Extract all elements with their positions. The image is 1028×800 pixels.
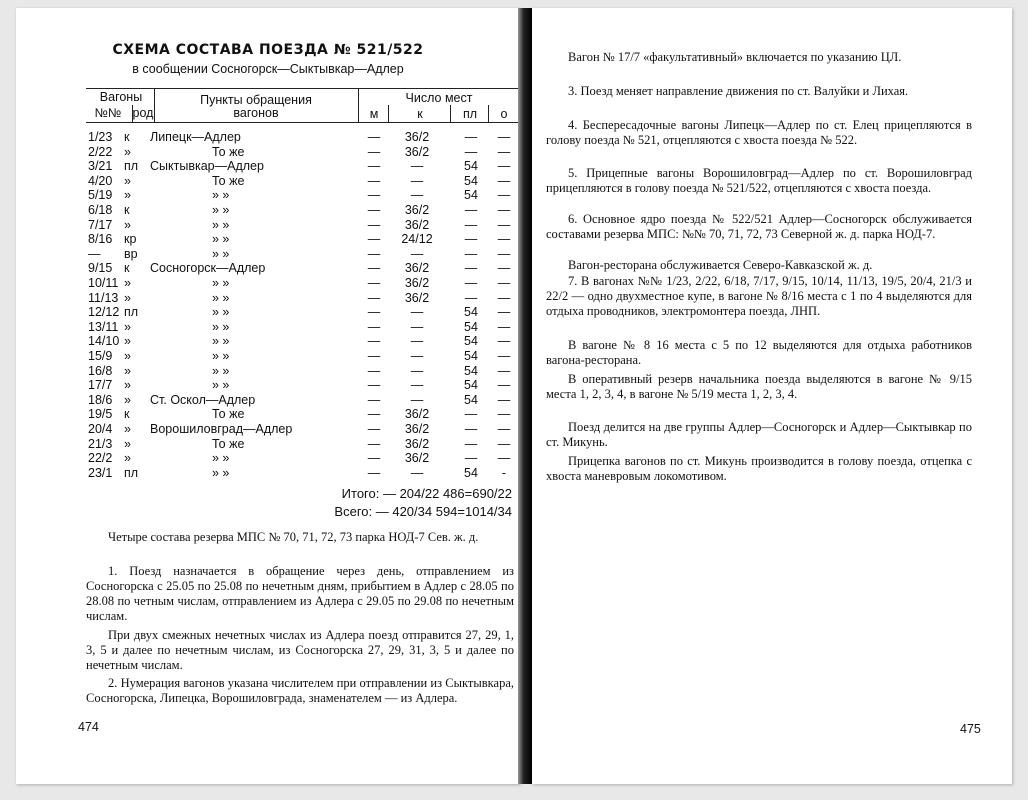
- table-row: [16, 466, 520, 481]
- cell-kind: »: [124, 436, 131, 451]
- cell-route: » »: [212, 319, 230, 334]
- cell-pl: —: [464, 261, 478, 276]
- cell-k: —: [410, 392, 424, 407]
- cell-num: 4/20: [88, 173, 113, 188]
- cell-k: —: [410, 363, 424, 378]
- table-row: [16, 159, 520, 174]
- cell-pl: —: [464, 232, 478, 247]
- cell-k: —: [410, 465, 424, 480]
- cell-o: —: [497, 305, 511, 320]
- cell-route: То же: [212, 407, 245, 422]
- left-page: [16, 8, 520, 784]
- cell-m: —: [367, 407, 381, 422]
- cell-kind: »: [124, 276, 131, 290]
- cell-kind: »: [124, 422, 131, 436]
- cell-pl: —: [464, 407, 478, 422]
- cell-m: —: [367, 232, 381, 247]
- header-m: м: [369, 107, 379, 121]
- table-row: [16, 291, 520, 306]
- header-pl: пл: [462, 107, 478, 121]
- cell-k: 36/2: [404, 422, 430, 436]
- cell-pl: —: [464, 451, 478, 466]
- cell-m: —: [367, 173, 381, 188]
- cell-k: —: [410, 188, 424, 203]
- header-points: Пункты обращения: [200, 93, 312, 107]
- cell-m: —: [367, 130, 381, 144]
- cell-k: 36/2: [404, 261, 430, 276]
- cell-pl: 54: [464, 334, 478, 349]
- cell-o: —: [497, 422, 511, 436]
- right-page: [532, 8, 1012, 784]
- cell-route: » »: [212, 363, 230, 378]
- cell-o: —: [497, 451, 511, 466]
- cell-route: То же: [212, 173, 245, 188]
- table-row: [16, 188, 520, 203]
- cell-o: —: [497, 188, 511, 203]
- cell-o: —: [497, 378, 511, 393]
- cell-num: 13/11: [88, 319, 119, 334]
- table-row: [16, 276, 520, 291]
- paragraph: В вагоне № 8 16 места с 5 по 12 выделяются для отдыха работников вагона-ресторана.: [546, 338, 972, 367]
- cell-num: 12/12: [88, 305, 120, 320]
- cell-num: 23/1: [88, 465, 113, 480]
- paragraph: 6. Основное ядро поезда № 522/521 Адлер—Сосногорск обслуживается составами резерва МПС: №№ 70, 71, 72, 73 Северной ж. д. парка НОД-7.: [546, 212, 972, 241]
- header-num: №№: [94, 106, 122, 120]
- cell-pl: —: [464, 217, 478, 232]
- cell-o: —: [497, 436, 511, 451]
- cell-k: —: [410, 349, 424, 363]
- cell-num: 14/10: [88, 334, 120, 349]
- cell-o: —: [497, 173, 511, 188]
- table-row: [16, 232, 520, 247]
- table-row: [16, 320, 520, 335]
- cell-o: —: [497, 159, 511, 174]
- cell-pl: 54: [464, 465, 478, 480]
- cell-pl: —: [464, 290, 478, 305]
- cell-o: —: [497, 144, 511, 159]
- page-number: 475: [960, 722, 981, 736]
- cell-pl: —: [464, 203, 478, 217]
- cell-route: » »: [212, 217, 230, 232]
- table-row: [16, 334, 520, 349]
- page-number: 474: [78, 720, 99, 734]
- cell-pl: 54: [464, 363, 478, 378]
- cell-m: —: [367, 290, 381, 305]
- cell-kind: пл: [124, 305, 139, 320]
- cell-num: 1/23: [88, 130, 113, 144]
- cell-num: 18/6: [88, 392, 113, 407]
- cell-k: —: [410, 378, 424, 393]
- cell-k: —: [410, 319, 424, 334]
- paragraph: При двух смежных нечетных числах из Адлера поезд отправится 27, 29, 1, 3, 5 и далее по нечетным числам, из Сосногорска 27, 29, 31, 3, 5 и далее по нечетным числам.: [86, 628, 514, 672]
- cell-route: » »: [212, 451, 230, 466]
- cell-pl: 54: [464, 378, 478, 393]
- cell-route: Липецк—Адлер: [150, 130, 241, 144]
- cell-k: —: [410, 246, 424, 261]
- cell-k: 36/2: [404, 217, 430, 232]
- cell-k: 36/2: [404, 130, 430, 144]
- cell-pl: 54: [464, 159, 478, 174]
- cell-route: Ворошиловград—Адлер: [150, 422, 293, 436]
- cell-o: —: [497, 130, 511, 144]
- cell-num: 6/18: [88, 203, 113, 217]
- cell-o: —: [497, 290, 511, 305]
- cell-m: —: [367, 451, 381, 466]
- cell-pl: 54: [464, 349, 478, 363]
- cell-m: —: [367, 203, 381, 217]
- cell-m: —: [367, 392, 381, 407]
- cell-num: 17/7: [88, 378, 113, 393]
- paragraph: Вагон № 17/7 «факультативный» включается по указанию ЦЛ.: [568, 50, 902, 64]
- cell-num: 19/5: [88, 407, 113, 422]
- table-row: [16, 145, 520, 160]
- cell-pl: —: [464, 246, 478, 261]
- paragraph: Четыре состава резерва МПС № 70, 71, 72, 73 парка НОД-7 Сев. ж. д.: [108, 530, 479, 544]
- cell-num: 8/16: [88, 232, 113, 247]
- cell-num: 20/4: [88, 422, 113, 436]
- table-row: [16, 174, 520, 189]
- cell-num: 9/15: [88, 261, 113, 276]
- cell-num: 2/22: [88, 144, 113, 159]
- cell-kind: »: [124, 363, 131, 378]
- cell-m: —: [367, 159, 381, 174]
- table-row: [16, 451, 520, 466]
- cell-kind: »: [124, 378, 131, 393]
- cell-pl: 54: [464, 319, 478, 334]
- cell-pl: —: [464, 276, 478, 290]
- cell-route: » »: [212, 276, 230, 290]
- cell-k: 36/2: [404, 451, 430, 466]
- cell-o: —: [497, 349, 511, 363]
- cell-k: 36/2: [404, 276, 430, 290]
- cell-o: —: [497, 407, 511, 422]
- cell-m: —: [367, 465, 381, 480]
- paragraph: Поезд делится на две группы Адлер—Сосногорск и Адлер—Сыктывкар по ст. Микунь.: [546, 420, 972, 449]
- cell-pl: —: [464, 144, 478, 159]
- cell-k: 36/2: [404, 436, 430, 451]
- cell-o: —: [497, 392, 511, 407]
- paragraph: В оперативный резерв начальника поезда выделяются в вагоне № 9/15 места 1, 2, 3, 4, в вагоне № 5/19 места 1, 2, 3, 4.: [546, 372, 972, 401]
- cell-num: 21/3: [88, 436, 113, 451]
- cell-o: -: [501, 465, 507, 480]
- cell-route: » »: [212, 334, 230, 349]
- cell-route: То же: [212, 144, 245, 159]
- cell-k: —: [410, 173, 424, 188]
- cell-m: —: [367, 363, 381, 378]
- cell-route: » »: [212, 290, 230, 305]
- cell-k: 36/2: [404, 144, 430, 159]
- total-itogo: Итого: — 204/22 486=690/22: [341, 486, 512, 501]
- paragraph: 2. Нумерация вагонов указана числителем при отправлении из Сыктывкара, Сосногорска, Липецка, Ворошиловграда, знаменателем — из Адлера.: [86, 676, 514, 705]
- cell-o: —: [497, 319, 511, 334]
- table-row: [16, 203, 520, 218]
- table-row: [16, 393, 520, 408]
- cell-kind: »: [124, 188, 131, 203]
- schema-subtitle: в сообщении Сосногорск—Сыктывкар—Адлер: [132, 62, 404, 76]
- header-wagons: Вагоны: [99, 90, 143, 104]
- cell-kind: »: [124, 290, 131, 305]
- cell-route: » »: [212, 305, 230, 320]
- cell-m: —: [367, 144, 381, 159]
- cell-o: —: [497, 203, 511, 217]
- cell-m: —: [367, 246, 381, 261]
- cell-m: —: [367, 276, 381, 290]
- cell-num: 11/13: [88, 290, 119, 305]
- cell-m: —: [367, 422, 381, 436]
- schema-title: СХЕМА СОСТАВА ПОЕЗДА № 521/522: [112, 42, 424, 58]
- cell-route: » »: [212, 232, 230, 247]
- cell-kind: »: [124, 173, 131, 188]
- table-row: [16, 364, 520, 379]
- table-row: [16, 407, 520, 422]
- cell-kind: пл: [124, 159, 139, 174]
- paragraph: 4. Беспересадочные вагоны Липецк—Адлер по ст. Елец прицепляются в голову поезда № 521, отцепляются с хвоста поезда № 522.: [546, 118, 972, 147]
- cell-kind: к: [124, 203, 130, 217]
- cell-kind: кр: [124, 232, 137, 247]
- cell-o: —: [497, 261, 511, 276]
- paragraph: Прицепка вагонов по ст. Микунь производится в голову поезда, отцепка с хвоста маневровым локомотивом.: [546, 454, 972, 483]
- cell-m: —: [367, 349, 381, 363]
- cell-o: —: [497, 217, 511, 232]
- cell-k: 36/2: [404, 407, 430, 422]
- cell-kind: »: [124, 349, 131, 363]
- header-seats: Число мест: [405, 91, 473, 105]
- cell-num: 10/11: [88, 276, 119, 290]
- cell-route: » »: [212, 465, 230, 480]
- cell-m: —: [367, 188, 381, 203]
- cell-route: » »: [212, 246, 230, 261]
- cell-route: Ст. Оскол—Адлер: [150, 392, 256, 407]
- cell-kind: »: [124, 144, 131, 159]
- cell-k: 24/12: [401, 232, 433, 247]
- cell-route: Сосногорск—Адлер: [150, 261, 266, 276]
- cell-o: —: [497, 363, 511, 378]
- cell-k: —: [410, 305, 424, 320]
- table-row: [16, 305, 520, 320]
- cell-pl: —: [464, 130, 478, 144]
- header-k: к: [417, 107, 423, 121]
- cell-route: » »: [212, 378, 230, 393]
- paragraph: 5. Прицепные вагоны Ворошиловград—Адлер по ст. Ворошиловград прицепляются в голову поезда № 521/522, отцепляются с хвоста поезда.: [546, 166, 972, 195]
- book-spine: [518, 8, 532, 784]
- cell-m: —: [367, 305, 381, 320]
- cell-m: —: [367, 378, 381, 393]
- paragraph: Вагон-ресторана обслуживается Северо-Кавказской ж. д.: [568, 258, 873, 272]
- cell-m: —: [367, 436, 381, 451]
- cell-num: —: [88, 246, 101, 261]
- cell-kind: к: [124, 130, 130, 144]
- total-vsego: Всего: — 420/34 594=1014/34: [334, 504, 512, 519]
- cell-kind: »: [124, 451, 131, 466]
- header-o: о: [500, 107, 508, 121]
- cell-kind: »: [124, 392, 131, 407]
- cell-k: —: [410, 159, 424, 174]
- cell-num: 3/21: [88, 159, 113, 174]
- cell-kind: »: [124, 334, 131, 349]
- table-row: [16, 247, 520, 262]
- cell-kind: »: [124, 217, 131, 232]
- cell-o: —: [497, 232, 511, 247]
- cell-route: То же: [212, 436, 245, 451]
- cell-m: —: [367, 334, 381, 349]
- cell-num: 7/17: [88, 217, 113, 232]
- cell-o: —: [497, 334, 511, 349]
- cell-kind: вр: [124, 246, 138, 261]
- cell-pl: 54: [464, 173, 478, 188]
- header-points-2: вагонов: [233, 106, 279, 120]
- table-row: [16, 130, 520, 145]
- table-row: [16, 349, 520, 364]
- cell-o: —: [497, 276, 511, 290]
- header-kind: род: [132, 106, 154, 120]
- cell-k: 36/2: [404, 203, 430, 217]
- cell-kind: »: [124, 319, 131, 334]
- cell-pl: 54: [464, 305, 478, 320]
- cell-num: 22/2: [88, 451, 113, 466]
- cell-pl: 54: [464, 392, 478, 407]
- cell-m: —: [367, 261, 381, 276]
- cell-route: » »: [212, 349, 230, 363]
- cell-route: » »: [212, 203, 230, 217]
- cell-kind: к: [124, 407, 130, 422]
- cell-pl: 54: [464, 188, 478, 203]
- table-row: [16, 422, 520, 437]
- cell-route: Сыктывкар—Адлер: [150, 159, 264, 174]
- cell-k: 36/2: [404, 290, 430, 305]
- cell-m: —: [367, 319, 381, 334]
- cell-num: 16/8: [88, 363, 113, 378]
- cell-kind: пл: [124, 465, 139, 480]
- cell-num: 15/9: [88, 349, 113, 363]
- cell-k: —: [410, 334, 424, 349]
- cell-kind: к: [124, 261, 130, 276]
- cell-o: —: [497, 246, 511, 261]
- cell-route: » »: [212, 188, 230, 203]
- cell-num: 5/19: [88, 188, 113, 203]
- cell-pl: —: [464, 436, 478, 451]
- paragraph: 3. Поезд меняет направление движения по ст. Валуйки и Лихая.: [568, 84, 909, 98]
- paragraph: 7. В вагонах №№ 1/23, 2/22, 6/18, 7/17, 9/15, 10/14, 11/13, 19/5, 20/4, 21/3 и 22/2 — одно двухместное купе, в вагоне № 8/16 места с 1 по 4 выделяются для отдыха проводников, электромонтера поезда, ЛНП.: [546, 274, 972, 318]
- cell-m: —: [367, 217, 381, 232]
- table-row: [16, 218, 520, 233]
- table-row: [16, 261, 520, 276]
- table-row: [16, 437, 520, 452]
- paragraph: 1. Поезд назначается в обращение через день, отправлением из Сосногорска с 25.05 по 25.08 по нечетным дням, прибытием в Адлер с 28.05 по 28.08 по четным числам, отправлением из Адлера с 29.05 по 29.08 по нечетным числам.: [86, 564, 514, 623]
- table-row: [16, 378, 520, 393]
- cell-pl: —: [464, 422, 478, 436]
